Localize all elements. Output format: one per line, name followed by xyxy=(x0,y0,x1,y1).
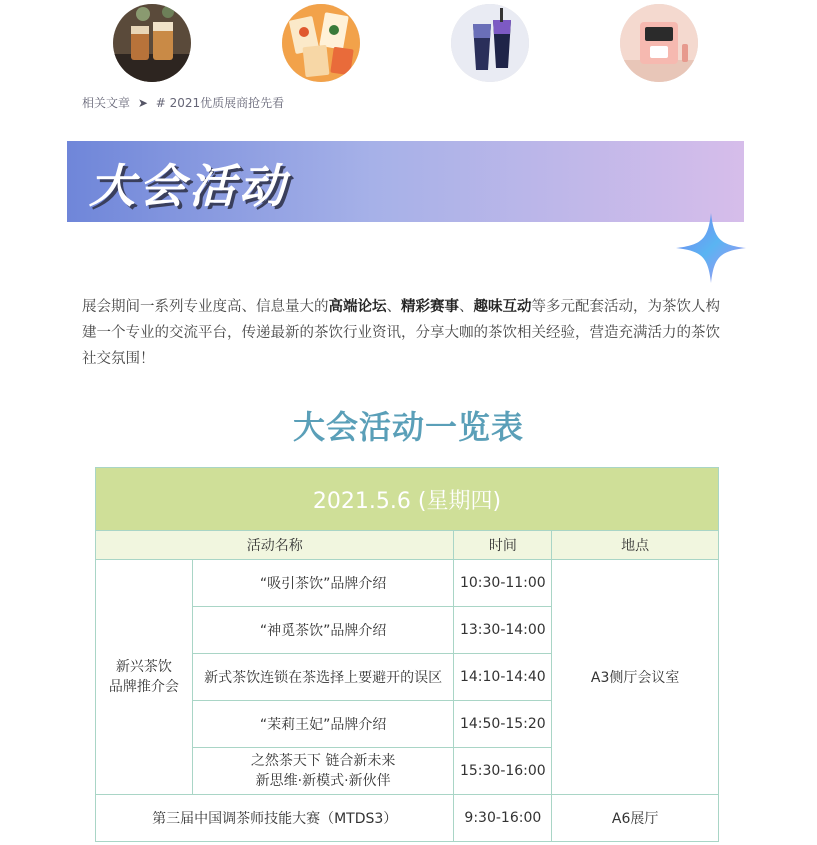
activity-name: 新式茶饮连锁在茶选择上要避开的误区 xyxy=(192,654,454,701)
sparkle-icon xyxy=(676,213,746,283)
activity-name: 第三届中国调茶师技能大赛（MTDS3） xyxy=(96,795,454,842)
activity-time: 14:10-14:40 xyxy=(454,654,552,701)
intro-highlight-interaction: 趣味互动 xyxy=(473,299,532,315)
related-article-link[interactable]: # 2021优质展商抢先看 xyxy=(155,96,285,110)
activity-place: A6展厅 xyxy=(552,795,719,842)
activity-name: “吸引茶饮”品牌介绍 xyxy=(192,560,454,607)
related-articles xyxy=(82,94,284,111)
related-label: 相关文章 xyxy=(82,96,131,110)
intro-separator-2: 、 xyxy=(459,299,474,315)
section-banner xyxy=(67,141,744,222)
activity-time: 10:30-11:00 xyxy=(454,560,552,607)
intro-highlight-contest: 精彩赛事 xyxy=(401,299,459,315)
intro-text-1: 展会期间一系列专业度高、信息量大的 xyxy=(82,299,329,315)
iced-tea-drinks-photo[interactable] xyxy=(113,4,191,82)
activity-name: “茉莉王妃”品牌介绍 xyxy=(192,701,454,748)
header-activity-name: 活动名称 xyxy=(96,531,454,560)
activity-time: 13:30-14:00 xyxy=(454,607,552,654)
group-label: 新兴茶饮 品牌推介会 xyxy=(96,560,193,795)
snack-packages-photo[interactable] xyxy=(282,4,360,82)
intro-highlight-forum: 高端论坛 xyxy=(328,299,387,315)
schedule-date: 2021.5.6 (星期四) xyxy=(96,468,719,531)
table-row xyxy=(96,560,719,607)
activity-name: 之然茶天下 链合新未来 新思维·新模式·新伙伴 xyxy=(192,748,454,795)
arrow-right-icon: ➤ xyxy=(137,96,148,110)
header-time: 时间 xyxy=(454,531,552,560)
activity-time: 14:50-15:20 xyxy=(454,701,552,748)
table-row xyxy=(96,795,719,842)
bubble-tea-cups-photo[interactable] xyxy=(451,4,529,82)
schedule-title: 大会活动一览表 xyxy=(292,408,524,446)
activity-time: 9:30-16:00 xyxy=(454,795,552,842)
banner-title: 大会活动 xyxy=(89,159,289,213)
group-place: A3侧厅会议室 xyxy=(552,560,719,795)
intro-paragraph xyxy=(82,294,732,372)
activity-time: 15:30-16:00 xyxy=(454,748,552,795)
related-thumbnails xyxy=(0,0,817,90)
intro-text-2: 等多元配套活动，为茶饮人构建一个专业的交流平台，传递最新的茶饮行业资讯，分享大咖的茶饮相关经验，营造充满活力的茶饮社交氛围！ xyxy=(82,299,720,367)
activity-name: “神觅茶饮”品牌介绍 xyxy=(192,607,454,654)
pink-tea-machine-photo[interactable] xyxy=(620,4,698,82)
schedule-table xyxy=(95,467,719,842)
header-place: 地点 xyxy=(552,531,719,560)
intro-separator-1: 、 xyxy=(386,299,401,315)
